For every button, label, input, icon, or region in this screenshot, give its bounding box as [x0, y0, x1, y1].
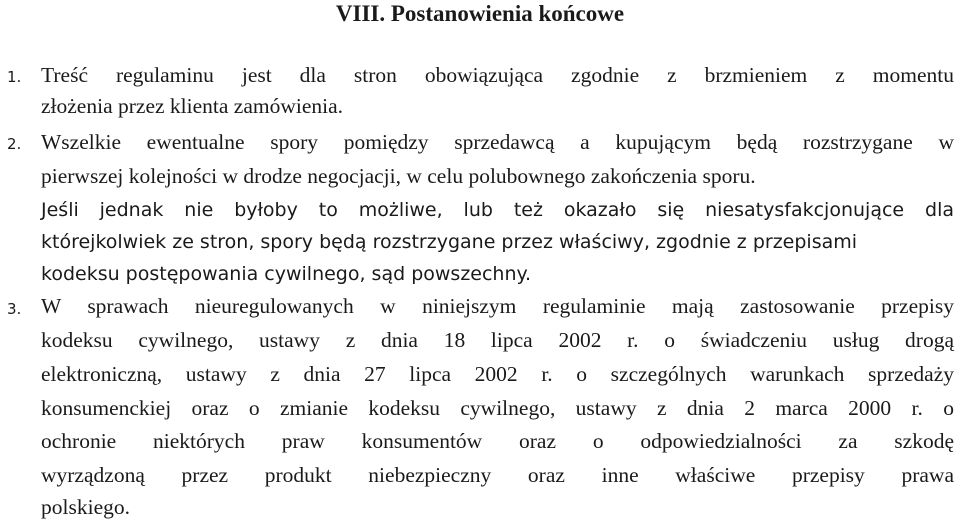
item-number: 2.	[7, 135, 22, 153]
paragraph-line: wyrządzoną przez produkt niebezpieczny oraz inne właściwe przepisy prawa	[41, 463, 954, 487]
paragraph-line: kodeksu cywilnego, ustawy z dnia 18 lipca 2002 r. o świadczeniu usług drogą	[41, 328, 954, 352]
paragraph-line: ochronie niektórych praw konsumentów oraz o odpowiedzialności za szkodę	[41, 429, 954, 453]
paragraph-line: W sprawach nieuregulowanych w niniejszym regulaminie mają zastosowanie przepisy	[41, 294, 954, 318]
paragraph-line: Wszelkie ewentualne spory pomiędzy sprzedawcą a kupującym będą rozstrzygane w	[41, 130, 954, 154]
section-heading: VIII. Postanowienia końcowe	[335, 1, 625, 26]
paragraph-line: elektroniczną, ustawy z dnia 27 lipca 2002 r. o szczególnych warunkach sprzedaży	[41, 362, 954, 386]
paragraph-line: kodeksu postępowania cywilnego, sąd powszechny.	[41, 263, 532, 285]
item-number: 3.	[7, 300, 22, 318]
paragraph-line: Treść regulaminu jest dla stron obowiązująca zgodnie z brzmieniem z momentu	[41, 63, 954, 87]
paragraph-line: konsumenckiej oraz o zmianie kodeksu cywilnego, ustawy z dnia 2 marca 2000 r. o	[41, 396, 954, 420]
paragraph-line: Jeśli jednak nie byłoby to możliwe, lub też okazało się niesatysfakcjonujące dla	[41, 199, 954, 221]
paragraph-line: którejkolwiek ze stron, spory będą rozstrzygane przez właściwy, zgodnie z przepisami	[41, 231, 858, 253]
item-number: 1.	[7, 68, 22, 86]
paragraph-line: polskiego.	[41, 495, 130, 519]
paragraph-line: pierwszej kolejności w drodze negocjacji, w celu polubownego zakończenia sporu.	[41, 164, 756, 188]
paragraph-line: złożenia przez klienta zamówienia.	[41, 94, 344, 118]
